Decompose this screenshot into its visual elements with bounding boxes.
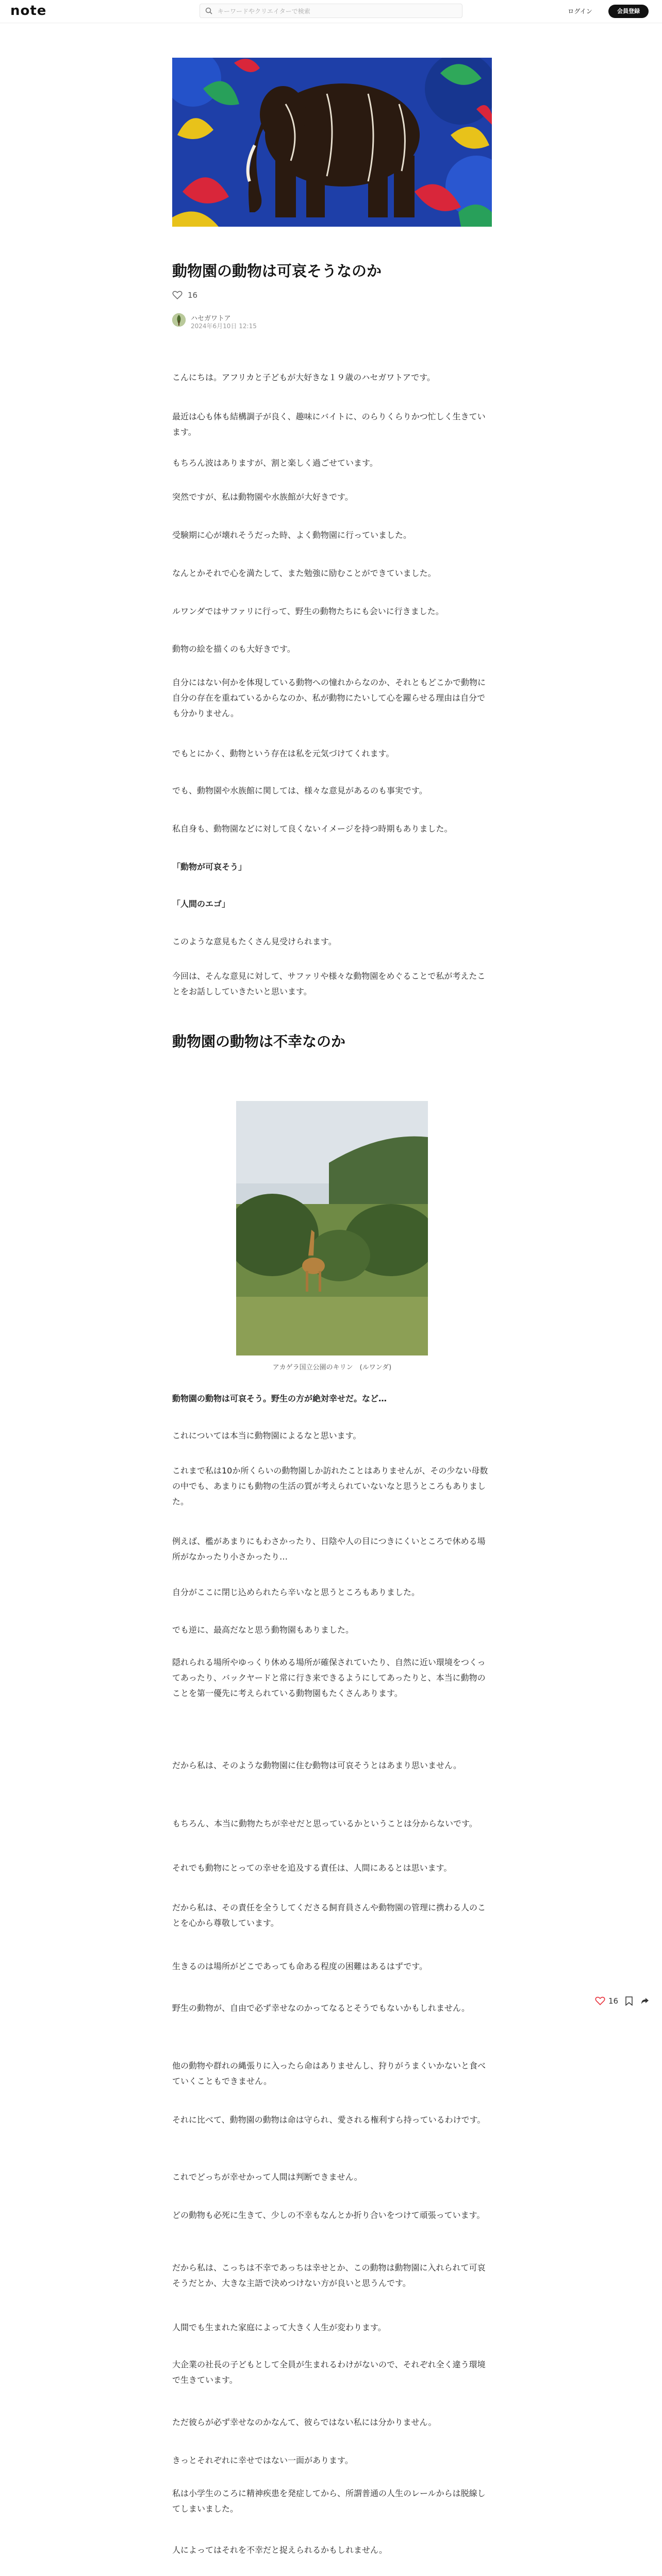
floating-actions (595, 1996, 652, 2006)
paragraph: それに比べて、動物園の動物は命は守られ、愛される権利すら持っているわけです。 (172, 2115, 486, 2125)
avatar-image (172, 313, 186, 327)
paragraph: 隠れられる場所やゆっくり休める場所が確保されていたり、自然に近い環境をつくってあったり、バックヤードと常に行き来できるようにしてあったりと、本当に動物のことを第一優先に考えられている動物園もたくさんあります。 (172, 1657, 486, 1698)
bold-paragraph: 動物園の動物は可哀そう。野生の方が絶対幸せだ。など… (172, 1394, 387, 1403)
search-icon (205, 7, 212, 14)
paragraph: だから私は、その責任を全うしてくださる飼育員さんや動物園の管理に携わる人のことを心から尊敬しています。 (172, 1903, 486, 1928)
paragraph: でも逆に、最高だなと思う動物園もありました。 (172, 1625, 354, 1635)
paragraph: 突然ですが、私は動物園や水族館が大好きです。 (172, 492, 353, 502)
paragraph: それでも動物にとっての幸せを追及する責任は、人間にあるとは思います。 (172, 1863, 452, 1873)
paragraph: 人間でも生まれた家庭によって大きく人生が変わります。 (172, 2323, 386, 2332)
paragraph: でも、動物園や水族館に関しては、様々な意見があるのも事実です。 (172, 786, 427, 795)
paragraph: 自分がここに閉じ込められたら辛いなと思うところもありました。 (172, 1587, 420, 1597)
paragraph: このような意見もたくさん見受けられます。 (172, 937, 337, 946)
bold-quote: 「動物が可哀そう」 (172, 862, 247, 872)
paragraph: もちろん、本当に動物たちが幸せだと思っているかということは分からないです。 (172, 1819, 477, 1828)
floating-like-count: 16 (608, 1996, 619, 2006)
paragraph: 大企業の社長の子どもとして全員が生まれるわけがないので、それぞれ全く違う環境で生きています。 (172, 2360, 486, 2385)
paragraph: どの動物も必死に生きて、少しの不幸もなんとか折り合いをつけて頑張っています。 (172, 2210, 485, 2220)
floating-heart-icon[interactable] (595, 1996, 605, 2006)
note-logo[interactable]: note (10, 3, 47, 19)
paragraph: 最近は心も体も結構調子が良く、趣味にバイトに、のらりくらりかつ忙しく生きています。 (172, 412, 486, 437)
author-name[interactable]: ハセガワトア (191, 315, 231, 323)
author-avatar[interactable] (172, 313, 186, 327)
paragraph: 私自身も、動物園などに対して良くないイメージを持つ時期もありました。 (172, 824, 453, 834)
paragraph: 野生の動物が、自由で必ず幸せなのかってなるとそうでもないかもしれません。 (172, 2003, 470, 2013)
search-input[interactable] (217, 6, 456, 17)
signup-button[interactable]: 会員登録 (608, 5, 649, 18)
paragraph: 受験期に心が壊れそうだった時、よく動物園に行っていました。 (172, 530, 412, 540)
paragraph: こんにちは。アフリカと子どもが大好きな１９歳のハセガワトアです。 (172, 372, 435, 382)
paragraph: これでどっちが幸せかって人間は判断できません。 (172, 2172, 362, 2182)
paragraph: 今回は、そんな意見に対して、サファリや様々な動物園をめぐることで私が考えたことをお話ししていきたいと思います。 (172, 971, 486, 996)
site-header (0, 0, 662, 23)
bold-quote: 「人間のエゴ」 (172, 899, 230, 909)
paragraph: 自分にはない何かを体現している動物への憧れからなのか、それともどこかで動物に自分の存在を重ねているからなのか、私が動物にたいして心を躍らせる理由は自分でも分かりません。 (172, 677, 486, 718)
paragraph: 私は小学生のころに精神疾患を発症してから、所謂普通の人生のレールからは脱線してしまいました。 (172, 2488, 486, 2514)
paragraph: 例えば、檻があまりにもわさかったり、日陰や人の目につきにくいところで休める場所がなかったり小さかったり… (172, 1536, 486, 1562)
paragraph: でもとにかく、動物という存在は私を元気づけてくれます。 (172, 749, 394, 758)
publish-date: 2024年6月10日 12:15 (191, 323, 257, 330)
hero-image (172, 58, 492, 227)
paragraph: だから私は、そのような動物園に住む動物は可哀そうとはあまり思いません。 (172, 1760, 461, 1770)
paragraph: ルワンダではサファリに行って、野生の動物たちにも会いに行きました。 (172, 606, 444, 616)
section-heading: 動物園の動物は不幸なのか (172, 1033, 346, 1050)
giraffe-photo (236, 1101, 428, 1355)
login-button[interactable]: ログイン (562, 5, 598, 18)
paragraph: ただ彼らが必ず幸せなのかなんて、彼らではない私には分かりません。 (172, 2417, 437, 2427)
paragraph: 動物の絵を描くのも大好きです。 (172, 644, 295, 654)
article-title: 動物園の動物は可哀そうなのか (172, 262, 382, 280)
paragraph: もちろん波はありますが、割と楽しく過ごせています。 (172, 458, 378, 468)
search-box[interactable] (200, 4, 462, 18)
figure-caption: アカゲラ国立公園のキリン (ルワンダ) (272, 1364, 392, 1371)
paragraph: 人によってはそれを不幸だと捉えられるかもしれません。 (172, 2545, 387, 2555)
paragraph: きっとそれぞれに幸せではない一面があります。 (172, 2455, 353, 2465)
paragraph: これについては本当に動物園によるなと思います。 (172, 1431, 361, 1440)
bookmark-icon[interactable] (625, 1996, 633, 2006)
author-info[interactable] (172, 312, 378, 330)
paragraph: これまで私は10か所くらいの動物園しか訪れたことはありませんが、その少ない母数の中でも、あまりにも動物の生活の質が考えられていないなと思うところもありました。 (172, 1466, 488, 1506)
paragraph: 生きるのは場所がどこであっても命ある程度の困難はあるはずです。 (172, 1961, 428, 1971)
share-icon[interactable] (640, 1996, 650, 2006)
paragraph: なんとかそれで心を満たして、また勉強に励むことができていました。 (172, 568, 436, 578)
paragraph: 他の動物や群れの縄張りに入ったら命はありませんし、狩りがうまくいかないと食べていくこともできません。 (172, 2061, 486, 2086)
paragraph: だから私は、こっちは不幸であっちは幸せとか、この動物は動物園に入れられて可哀そうだとか、大きな主語で決めつけない方が良いと思うんです。 (172, 2263, 486, 2288)
heart-icon[interactable] (172, 291, 183, 300)
like-count: 16 (188, 291, 198, 300)
